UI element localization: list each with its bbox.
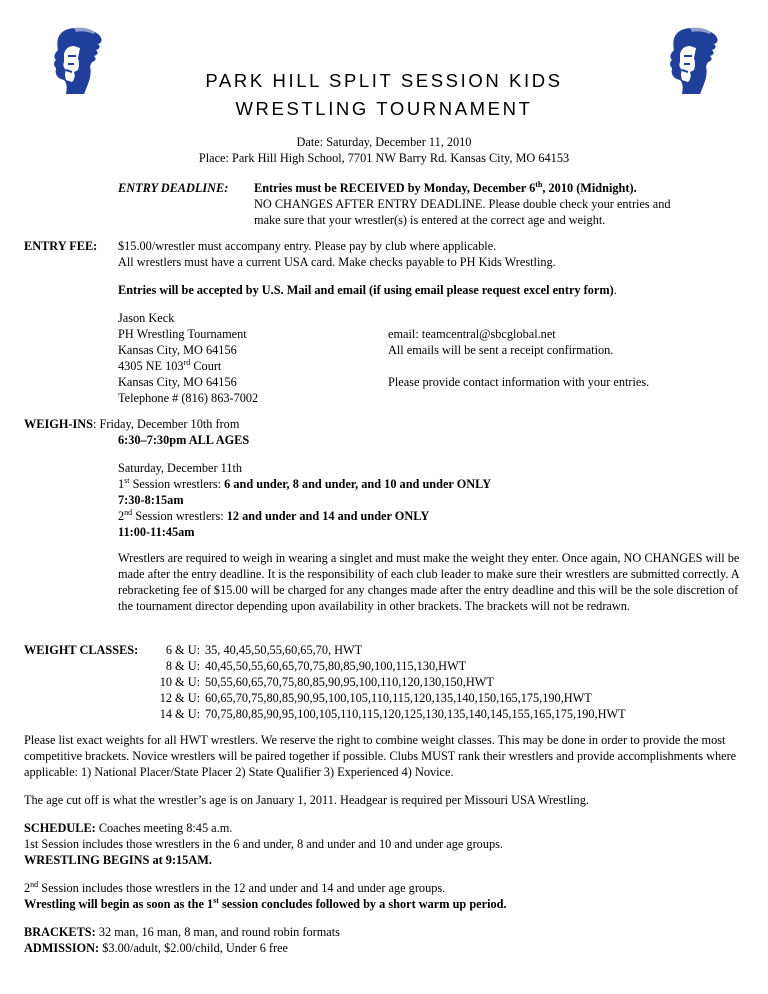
contact-email-note: All emails will be sent a receipt confirmation. [388, 343, 614, 357]
weight-class-age: 14 & U: [159, 707, 200, 721]
age-cutoff: The age cut off is what the wrestler’s age is on January 1, 2011. Headgear is required per Missouri USA Wrestling. [24, 793, 589, 807]
contact-street: 4305 NE 103rd Court [118, 357, 222, 373]
weigh-ins-session-1-time: 7:30-8:15am [118, 493, 184, 507]
weigh-ins-line: WEIGH-INS: Friday, December 10th from [24, 417, 240, 431]
contact-email: email: teamcentral@sbcglobal.net [388, 327, 556, 341]
weight-class-weights: 70,75,80,85,90,95,100,105,110,115,120,125,130,135,140,145,155,165,175,190,HWT [205, 707, 626, 721]
weigh-ins-saturday: Saturday, December 11th [118, 461, 243, 475]
weight-class-age: 12 & U: [159, 691, 200, 705]
contact-city-1: Kansas City, MO 64156 [118, 343, 237, 357]
schedule-line: SCHEDULE: Coaches meeting 8:45 a.m. [24, 821, 233, 835]
title-line-1: PARK HILL SPLIT SESSION KIDS [205, 70, 563, 91]
admission-line: ADMISSION: $3.00/adult, $2.00/child, Under 6 free [24, 941, 289, 955]
event-place: Place: Park Hill High School, 7701 NW Barry Rd. Kansas City, MO 64153 [198, 151, 570, 165]
entry-deadline-line-3: make sure that your wrestler(s) is entered at the correct age and weight. [254, 213, 606, 227]
title-line-2: WRESTLING TOURNAMENT [235, 98, 533, 119]
weight-class-weights: 60,65,70,75,80,85,90,95,100,105,110,115,120,135,140,150,165,175,190,HWT [205, 691, 592, 705]
schedule-session-1: 1st Session includes those wrestlers in the 6 and under, 8 and under and 10 and under age groups. [24, 837, 503, 851]
weight-class-weights: 40,45,50,55,60,65,70,75,80,85,90,100,115,130,HWT [205, 659, 467, 673]
contact-info-note: Please provide contact information with your entries. [388, 375, 650, 389]
weigh-ins-session-1: 1st Session wrestlers: 6 and under, 8 and under, and 10 and under ONLY [118, 475, 492, 491]
entry-fee-line-1: $15.00/wrestler must accompany entry. Please pay by club where applicable. [118, 239, 497, 253]
entry-fee-label: ENTRY FEE: [24, 239, 98, 253]
entries-accepted: Entries will be accepted by U.S. Mail and email (if using email please request excel entry form). [118, 283, 617, 297]
weigh-ins-session-2: 2nd Session wrestlers: 12 and under and 14 and under ONLY [118, 507, 430, 523]
contact-org: PH Wrestling Tournament [118, 327, 247, 341]
weight-class-age: 6 & U: [165, 643, 200, 657]
weight-class-weights: 35, 40,45,50,55,60,65,70, HWT [205, 643, 363, 657]
contact-phone: Telephone # (816) 863-7002 [118, 391, 259, 405]
schedule-session-2: 2nd Session includes those wrestlers in the 12 and under and 14 and under age groups. [24, 879, 446, 895]
contact-city-2: Kansas City, MO 64156 [118, 375, 237, 389]
entry-fee-line-2: All wrestlers must have a current USA card. Make checks payable to PH Kids Wrestling. [118, 255, 556, 269]
event-date: Date: Saturday, December 11, 2010 [296, 135, 472, 149]
weight-classes-label: WEIGHT CLASSES: [24, 643, 139, 657]
weight-class-age: 8 & U: [165, 659, 200, 673]
brackets-line: BRACKETS: 32 man, 16 man, 8 man, and round robin formats [24, 925, 340, 939]
entry-deadline-label: ENTRY DEADLINE: [118, 181, 229, 195]
weight-class-weights: 50,55,60,65,70,75,80,85,90,95,100,110,120,130,150,HWT [205, 675, 494, 689]
weigh-ins-paragraph: Wrestlers are required to weigh in wearing a singlet and must make the weight they enter. Once again, NO CHANGES will be made after the entry deadline. It is the responsibility of each club leader to make sure their wrestlers are submitted correctly. A rebracketing fee of $15.00 will be charged for any changes made after the entry deadline and this will be the sole discretion of the tournament director depending upon availability in other brackets. The brackets will not be redrawn. [118, 551, 740, 613]
schedule-begins: WRESTLING BEGINS at 9:15AM. [24, 853, 212, 867]
contact-name: Jason Keck [118, 311, 175, 325]
hwt-paragraph: Please list exact weights for all HWT wrestlers. We reserve the right to combine weight classes. This may be done in order to provide the most competitive brackets. Novice wrestlers will be paired together if possible. Clubs MUST rank their wrestlers and provide accomplishments where applicable: 1) National Placer/State Placer 2) State Qualifier 3) Experienced 4) Novice. [24, 733, 737, 779]
weight-class-age: 10 & U: [159, 675, 200, 689]
weigh-ins-session-2-time: 11:00-11:45am [118, 525, 195, 539]
weigh-ins-friday-time: 6:30–7:30pm ALL AGES [118, 433, 250, 447]
schedule-session-2-start: Wrestling will begin as soon as the 1st session concludes followed by a short warm up period. [24, 895, 507, 911]
entry-deadline-line-2: NO CHANGES AFTER ENTRY DEADLINE. Please double check your entries and [254, 197, 671, 211]
entry-deadline-line-1: Entries must be RECEIVED by Monday, December 6th, 2010 (Midnight). [254, 179, 637, 195]
